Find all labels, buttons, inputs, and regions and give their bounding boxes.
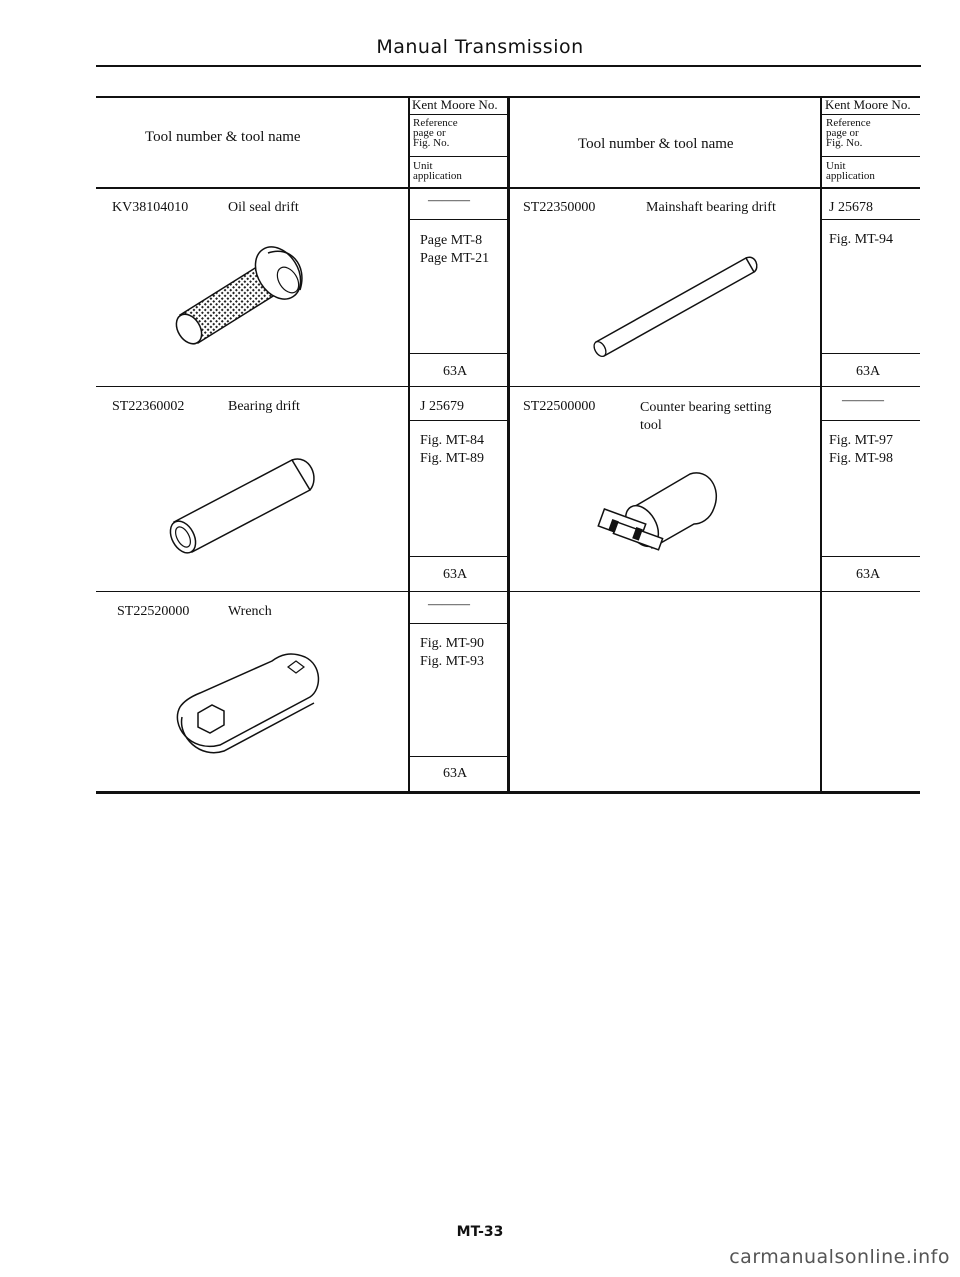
header-cell-rule	[820, 156, 920, 157]
tool-name: Wrench	[228, 604, 272, 619]
ref-cell-rule	[820, 556, 920, 557]
tool-name: Oil seal drift	[228, 200, 299, 215]
kent-moore-header: Kent Moore No.	[412, 97, 498, 112]
column-divider	[820, 96, 822, 792]
ref-cell-rule	[820, 420, 920, 421]
ref-cell-rule	[820, 353, 920, 354]
row-separator	[96, 386, 508, 387]
wrench-icon	[160, 645, 330, 765]
kent-moore-number: J 25679	[420, 399, 464, 414]
kent-moore-number: J 25678	[829, 200, 873, 215]
tool-number: ST22500000	[523, 399, 596, 414]
ref-cell-rule	[408, 219, 508, 220]
ref-cell-rule	[408, 556, 508, 557]
unit-application: 63A	[443, 364, 468, 379]
unit-application: 63A	[443, 567, 468, 582]
header-cell-rule	[408, 156, 508, 157]
kent-moore-number: ———	[428, 193, 470, 208]
ref-cell-rule	[408, 623, 508, 624]
ref-cell-rule	[408, 756, 508, 757]
title-rule	[96, 65, 921, 67]
ref-cell-rule	[408, 353, 508, 354]
ref-cell-rule	[408, 420, 508, 421]
header-cell-rule	[820, 114, 920, 115]
row-separator	[508, 386, 920, 387]
header-cell-rule	[408, 114, 508, 115]
tool-number: ST22520000	[117, 604, 190, 619]
tool-number: ST22360002	[112, 399, 185, 414]
watermark: carmanualsonline.info	[729, 1246, 950, 1268]
ref-cell-rule	[820, 219, 920, 220]
tool-column-header: Tool number & tool name	[145, 129, 301, 145]
column-divider	[408, 96, 410, 792]
reference-header: Reference page or Fig. No.	[826, 117, 871, 149]
column-divider	[507, 96, 510, 792]
unit-application-header: Unit application	[413, 160, 462, 182]
row-separator	[96, 591, 508, 592]
unit-application: 63A	[856, 567, 881, 582]
mainshaft-bearing-drift-icon	[590, 250, 770, 360]
bearing-drift-icon	[160, 450, 330, 560]
tool-number: KV38104010	[112, 200, 189, 215]
tool-column-header: Tool number & tool name	[578, 136, 734, 152]
row-separator	[508, 591, 920, 592]
reference-header: Reference page or Fig. No.	[413, 117, 458, 149]
kent-moore-number: ———	[428, 597, 470, 612]
reference-list: Page MT-8 Page MT-21	[420, 233, 490, 266]
tool-number: ST22350000	[523, 200, 596, 215]
reference-list: Fig. MT-84 Fig. MT-89	[420, 433, 485, 466]
counter-bearing-setting-tool-icon	[590, 460, 730, 560]
tool-name: Counter bearing setting tool	[640, 400, 772, 433]
unit-application: 63A	[856, 364, 881, 379]
page-title: Manual Transmission	[376, 36, 584, 58]
tool-name: Bearing drift	[228, 399, 300, 414]
tool-name: Mainshaft bearing drift	[646, 200, 776, 215]
reference-list: Fig. MT-97 Fig. MT-98	[829, 433, 894, 466]
unit-application-header: Unit application	[826, 160, 875, 182]
kent-moore-header: Kent Moore No.	[825, 97, 911, 112]
unit-application: 63A	[443, 766, 468, 781]
kent-moore-number: ———	[842, 393, 884, 408]
reference-list: Fig. MT-94	[829, 232, 894, 247]
reference-list: Fig. MT-90 Fig. MT-93	[420, 636, 485, 669]
oil-seal-drift-icon	[160, 235, 330, 355]
page-number: MT-33	[456, 1224, 504, 1240]
